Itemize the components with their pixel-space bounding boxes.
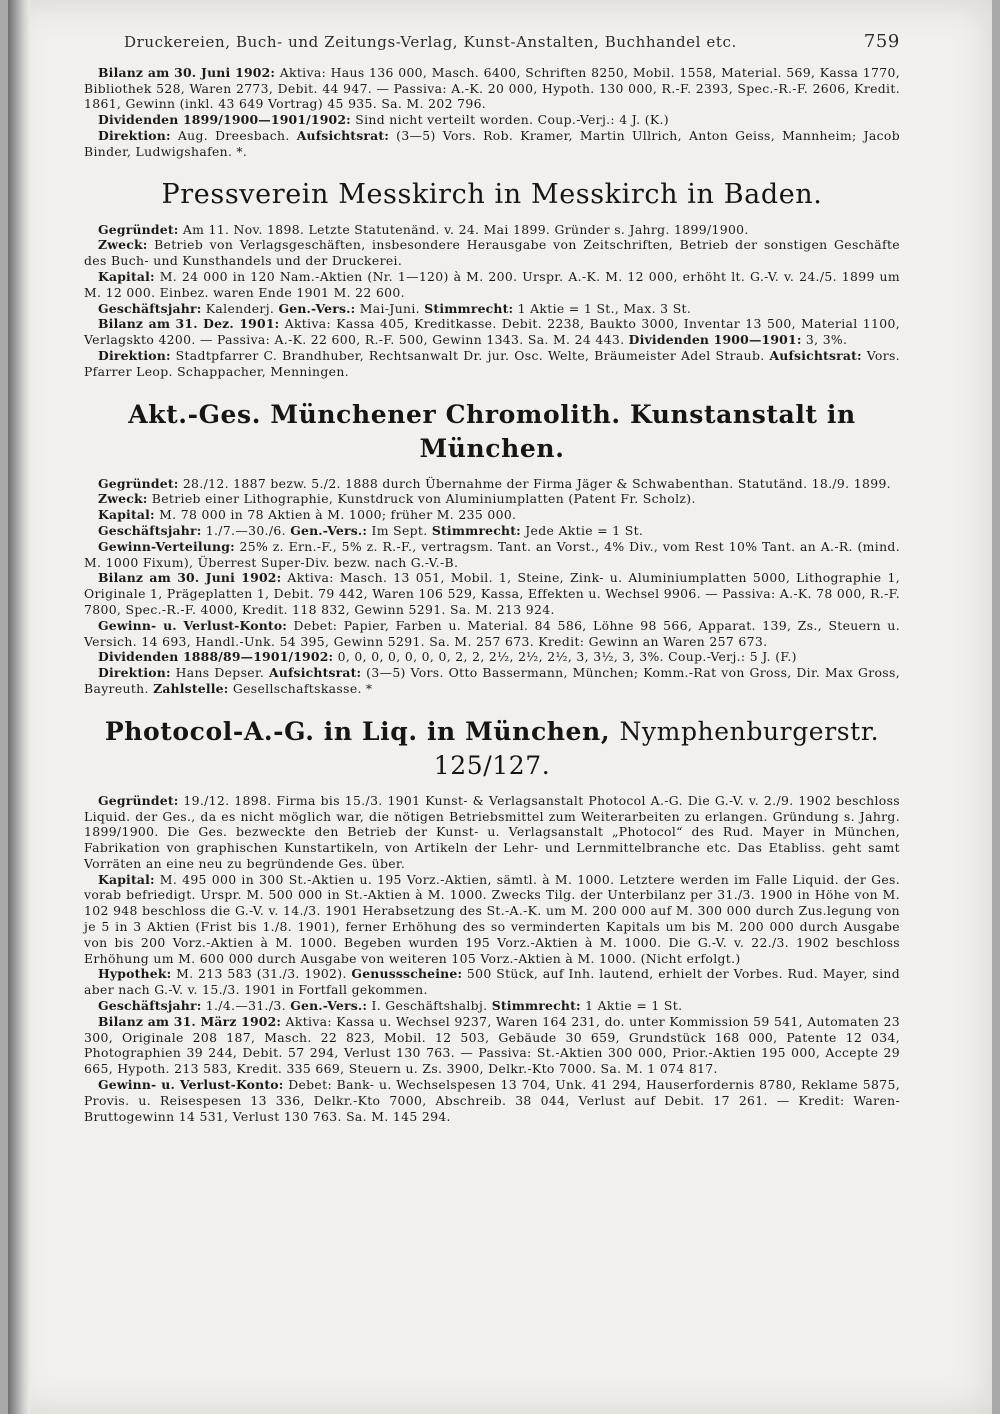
- genvers-label: Gen.-Vers.:: [290, 522, 368, 538]
- gj-text: 1./7.—30./6.: [205, 522, 286, 538]
- heading-rest: Nymphenburgerstr. 125/127.: [433, 716, 880, 780]
- direktion-text: Stadtpfarrer C. Brandhuber, Rechtsanwalt Dr. jur. Osc. Welte, Bräumeister Adel Straub.: [175, 347, 765, 363]
- zweck-text: Betrieb von Verlagsgeschäften, insbesondere Herausgabe von Zeitschriften, Betrieb der sonstigen Geschäfte des Buch- und Kunsthandels und der Druckerei.: [84, 237, 900, 269]
- entry-heading: [84, 178, 900, 212]
- stimmrecht-label: Stimmrecht:: [431, 522, 521, 538]
- gj-label: Geschäftsjahr:: [98, 300, 202, 316]
- entry4-gegruendet: [84, 793, 900, 872]
- aufsichtsrat-text: Vors. Pfarrer Leop. Schappacher, Menningen.: [84, 347, 900, 379]
- direktion-text: Aug. Dreesbach.: [177, 127, 290, 143]
- bilanz-text: Aktiva: Masch. 13 051, Mobil. 1, Steine, Zink- u. Aluminiumplatten 5000, Lithographie 1, Originale 1, Prägeplatten 1, Debit. 79 442, Waren 106 529, Kassa, Effekten u. Wechsel 9906. — Passiva: A.-K. 78 000, R.-F. 7800, Spec.-R.-F. 4000, Kredit. 118 832, Gewinn 5291. Sa. M. 213 924.: [84, 570, 900, 617]
- kapital-label: Kapital:: [98, 871, 155, 887]
- entry2-gegruendet: [84, 222, 900, 238]
- stimmrecht-text: 1 Aktie = 1 St.: [585, 998, 683, 1014]
- entry4-hypothek: [84, 966, 900, 998]
- dividenden-text: 0, 0, 0, 0, 0, 0, 0, 2, 2, 2½, 2½, 2½, 3, 3½, 3, 3%.: [337, 649, 664, 665]
- stimmrecht-label: Stimmrecht:: [491, 998, 581, 1014]
- entry-photocol: [84, 715, 900, 1125]
- stimmrecht-text: 1 Aktie = 1 St., Max. 3 St.: [517, 300, 692, 316]
- dividenden-label: Dividenden 1899/1900—1901/1902:: [98, 112, 351, 128]
- entry4-bilanz: [84, 1014, 900, 1077]
- guv-text: Debet: Papier, Farben u. Material. 84 586, Löhne 98 566, Apparat. 139, Zs., Steuern u. Versich. 14 693, Handl.-Unk. 54 395, Gewinn 5291. Sa. M. 257 673. Kredit: Gewinn an Waren 257 673.: [84, 617, 900, 649]
- gv-label: Gewinn-Verteilung:: [98, 538, 235, 554]
- entry1-direktion: [84, 128, 900, 160]
- entry4-kapital: [84, 872, 900, 967]
- running-header: [84, 31, 900, 52]
- entry3-kapital: [84, 507, 900, 523]
- bilanz-text: Aktiva: Kassa u. Wechsel 9237, Waren 164 231, do. unter Kommission 59 541, Automaten 23 300, Originale 208 187, Masch. 22 823, Mobil. 12 503, Gebäude 30 659, Grundstück 168 000, Patente 12 034, Photographien 39 244, Debit. 57 294, Verlust 130 763. — Passiva: St.-Aktien 300 000, Prior.-Aktien 195 000, Accepte 29 665, Hypoth. 213 583, Kredit. 335 669, Steuern u. Zs. 3900, Delkr.-Kto 7000. Sa. M. 1 074 817.: [84, 1013, 900, 1077]
- page-content: [84, 31, 901, 1132]
- genuss-label: Genussscheine:: [351, 966, 463, 982]
- entry3-guv: [84, 618, 900, 650]
- entry-star: *.: [236, 143, 248, 159]
- bilanz-label: Bilanz am 30. Juni 1902:: [98, 64, 276, 80]
- genvers-label: Gen.-Vers.:: [278, 300, 356, 316]
- genvers-label: Gen.-Vers.:: [290, 998, 368, 1014]
- zweck-text: Betrieb einer Lithographie, Kunstdruck von Aluminiumplatten (Patent Fr. Scholz).: [151, 491, 696, 507]
- hypothek-label: Hypothek:: [98, 966, 172, 982]
- aufsichtsrat-text: (3—5) Vors. Otto Bassermann, München; Komm.-Rat von Gross, Dir. Max Gross, Bayreuth.: [84, 665, 900, 696]
- entry-heading: [84, 398, 900, 466]
- direktion-label: Direktion:: [98, 347, 171, 363]
- entry-continued: [84, 65, 900, 160]
- guv-text: Debet: Bank- u. Wechselspesen 13 704, Unk. 41 294, Hauserfordernis 8780, Reklame 5875, Provis. u. Reisespesen 13 336, Delkr.-Kto 7000, Abschreib. 38 044, Verlust auf Debit. 17 261. — Kredit: Waren-Bruttogewinn 14 531, Verlust 130 763. Sa. M. 145 294.: [84, 1077, 901, 1124]
- entry3-zweck: [84, 491, 900, 507]
- genuss-text: 500 Stück, auf Inh. lautend, erhielt der Vorbes. Rud. Mayer, sind aber nach G.-V. v. 15./3. 1901 in Fortfall gekommen.: [84, 966, 901, 998]
- entry-pressverein-messkirch: [84, 178, 900, 380]
- running-title: Druckereien, Buch- und Zeitungs-Verlag, Kunst-Anstalten, Buchhandel etc.: [124, 33, 737, 51]
- entry4-geschaeftsjahr: [84, 998, 900, 1014]
- kapital-label: Kapital:: [98, 507, 155, 523]
- kapital-text: M. 24 000 in 120 Nam.-Aktien (Nr. 1—120) à M. 200. Urspr. A.-K. M. 12 000, erhöht lt. G.-V. v. 24./5. 1899 um M. 12 000. Einbez. waren Ende 1901 M. 22 600.: [84, 268, 900, 300]
- entry3-dividenden: [84, 649, 900, 665]
- aufsichtsrat-label: Aufsichtsrat:: [296, 127, 390, 143]
- stimmrecht-label: Stimmrecht:: [424, 300, 514, 316]
- guv-label: Gewinn- u. Verlust-Konto:: [98, 1077, 284, 1093]
- entry-heading: [84, 715, 900, 783]
- aufsichtsrat-label: Aufsichtsrat:: [769, 347, 862, 363]
- entry3-bilanz: [84, 570, 900, 617]
- guv-label: Gewinn- u. Verlust-Konto:: [98, 617, 288, 633]
- gegruendet-text: 28./12. 1887 bezw. 5./2. 1888 durch Übernahme der Firma Jäger & Schwabenthan. Statutänd. 18./9. 1899.: [182, 475, 891, 491]
- zahlstelle-text: Gesellschaftskasse.: [232, 680, 362, 696]
- hypothek-text: M. 213 583 (31./3. 1902).: [176, 966, 347, 982]
- direktion-label: Direktion:: [98, 127, 171, 143]
- page-number: 759: [863, 31, 900, 52]
- coup-text: Coup.-Verj.: 5 J. (F.): [668, 649, 797, 665]
- gegruendet-text: Am 11. Nov. 1898. Letzte Statutenänd. v. 24. Mai 1899. Gründer s. Jahrg. 1899/1900.: [182, 221, 749, 237]
- bilanz-text: Aktiva: Kassa 405, Kreditkasse. Debit. 2238, Baukto 3000, Inventar 13 500, Material 1100, Verlagskto 4200. — Passiva: A.-K. 22 600, R.-F. 500, Gewinn 1343. Sa. M. 24 443.: [84, 316, 900, 348]
- bilanz-text: Aktiva: Haus 136 000, Masch. 6400, Schriften 8250, Mobil. 1558, Material. 569, Kassa 1770, Bibliothek 528, Waren 2773, Debit. 44 947. — Passiva: A.-K. 20 000, Hypoth. 130 000, R.-F. 2393, Spec.-R.-F. 2606, Kredit. 1861, Gewinn (inkl. 43 649 Vortrag) 45 935. Sa. M. 202 796.: [84, 64, 900, 112]
- entry3-geschaeftsjahr: [84, 523, 900, 539]
- aufsichtsrat-label: Aufsichtsrat:: [268, 665, 362, 681]
- entry1-dividenden: [84, 112, 900, 128]
- gj-text: Kalenderj.: [205, 300, 275, 316]
- dividenden-label: Dividenden 1900—1901:: [628, 332, 802, 348]
- kapital-text: M. 495 000 in 300 St.-Aktien u. 195 Vorz.-Aktien, sämtl. à M. 1000. Letztere werden im Falle Liquid. der Ges. vorab befriedigt. Urspr. M. 500 000 in St.-Aktien à M. 1000. Zwecks Tilg. der Unterbilanz per 31./3. 1900 in Höhe von M. 102 948 beschloss die G.-V. v. 14./3. 1901 Herabsetzung des St.-A.-K. um M. 200 000 auf M. 300 000 durch Zus.legung von je 5 in 3 Aktien (Frist bis 1./8. 1901), ferner Erhöhung des so verminderten Kapitals um bis M. 200 000 durch Ausgabe von bis 200 Vorz.-Aktien à M. 1000. Begeben wurden 195 Vorz.-Aktien à M. 1000. Die G.-V. v. 22./3. 1902 beschloss Erhöhung um M. 600 000 durch Ausgabe von weiteren 105 Vorz.-Aktien à M. 1000. (Nicht erfolgt.): [84, 871, 900, 966]
- entry2-zweck: [84, 237, 900, 269]
- kapital-text: M. 78 000 in 78 Aktien à M. 1000; früher M. 235 000.: [159, 507, 517, 523]
- aufsichtsrat-text: (3—5) Vors. Rob. Kramer, Martin Ullrich, Anton Geiss, Mannheim; Jacob Binder, Ludwigshafen.: [84, 127, 901, 159]
- bilanz-label: Bilanz am 31. Dez. 1901:: [98, 316, 280, 332]
- genvers-text: I. Geschäftshalbj.: [371, 998, 488, 1014]
- stimmrecht-text: Jede Aktie = 1 St.: [525, 522, 644, 538]
- zweck-label: Zweck:: [98, 237, 148, 253]
- zahlstelle-label: Zahlstelle:: [153, 680, 229, 696]
- gegruendet-label: Gegründet:: [98, 792, 179, 808]
- heading-main: Akt.-Ges. Münchener Chromolith. Kunstanstalt in München.: [128, 399, 856, 463]
- entry3-direktion: [84, 665, 900, 697]
- dividenden-text: 3, 3%.: [805, 332, 848, 348]
- zweck-label: Zweck:: [98, 491, 148, 507]
- genvers-text: Mai-Juni.: [359, 300, 420, 316]
- entry-star: *: [365, 680, 373, 696]
- entry4-guv: [84, 1077, 900, 1124]
- dividenden-label: Dividenden 1888/89—1901/1902:: [98, 649, 334, 665]
- document-page: [8, 0, 992, 1414]
- heading-rest: in Baden.: [687, 178, 823, 210]
- direktion-text: Hans Depser.: [175, 665, 265, 681]
- gj-text: 1./4.—31./3.: [205, 998, 286, 1014]
- bilanz-label: Bilanz am 30. Juni 1902:: [98, 570, 282, 586]
- gegruendet-text: 19./12. 1898. Firma bis 15./3. 1901 Kunst- & Verlagsanstalt Photocol A.-G. Die G.-V. v. 2./9. 1902 beschloss Liquid. der Ges., da es nicht möglich war, die nötigen Betriebsmittel zum Weiterarbeiten zu erlangen. Gründung s. Jahrg. 1899/1900. Die Ges. bezweckte den Betrieb der Kunst- u. Verlagsanstalt „Photocol“ des Rud. Mayer in München, Fabrikation von graphischen Kunstartikeln, von Artikeln der Lehr- und Lernmittelbranche etc. Das Etabliss. geht samt Vorräten an eine neu zu begründende Ges. über.: [84, 792, 900, 871]
- gegruendet-label: Gegründet:: [98, 221, 179, 237]
- entry2-direktion: [84, 348, 900, 380]
- kapital-label: Kapital:: [98, 268, 155, 284]
- gv-text: 25% z. Ern.-F., 5% z. R.-F., vertragsm. Tant. an Vorst., 4% Div., vom Rest 10% Tant. an A.-R. (mind. M. 1000 Fixum), Überrest Super-Div. bezw. nach G.-V.-B.: [84, 538, 900, 570]
- entry2-geschaeftsjahr: [84, 301, 900, 317]
- entry-chromolith-kunstanstalt: [84, 398, 900, 697]
- entry2-bilanz: [84, 316, 900, 348]
- heading-main: Pressverein Messkirch in Messkirch: [161, 178, 679, 210]
- entry3-gewinnverteilung: [84, 539, 900, 571]
- direktion-label: Direktion:: [98, 665, 171, 681]
- heading-main: Photocol-A.-G. in Liq. in München,: [104, 716, 611, 746]
- book-gutter-shadow: [8, 0, 30, 1414]
- gj-label: Geschäftsjahr:: [98, 522, 202, 538]
- entry3-gegruendet: [84, 476, 900, 492]
- dividenden-text: Sind nicht verteilt worden. Coup.-Verj.: 4 J. (K.): [355, 112, 669, 128]
- gj-label: Geschäftsjahr:: [98, 998, 202, 1014]
- bilanz-label: Bilanz am 31. März 1902:: [98, 1013, 282, 1029]
- gegruendet-label: Gegründet:: [98, 475, 179, 491]
- genvers-text: Im Sept.: [371, 522, 428, 538]
- entry2-kapital: [84, 269, 900, 301]
- entry1-bilanz: [84, 65, 900, 112]
